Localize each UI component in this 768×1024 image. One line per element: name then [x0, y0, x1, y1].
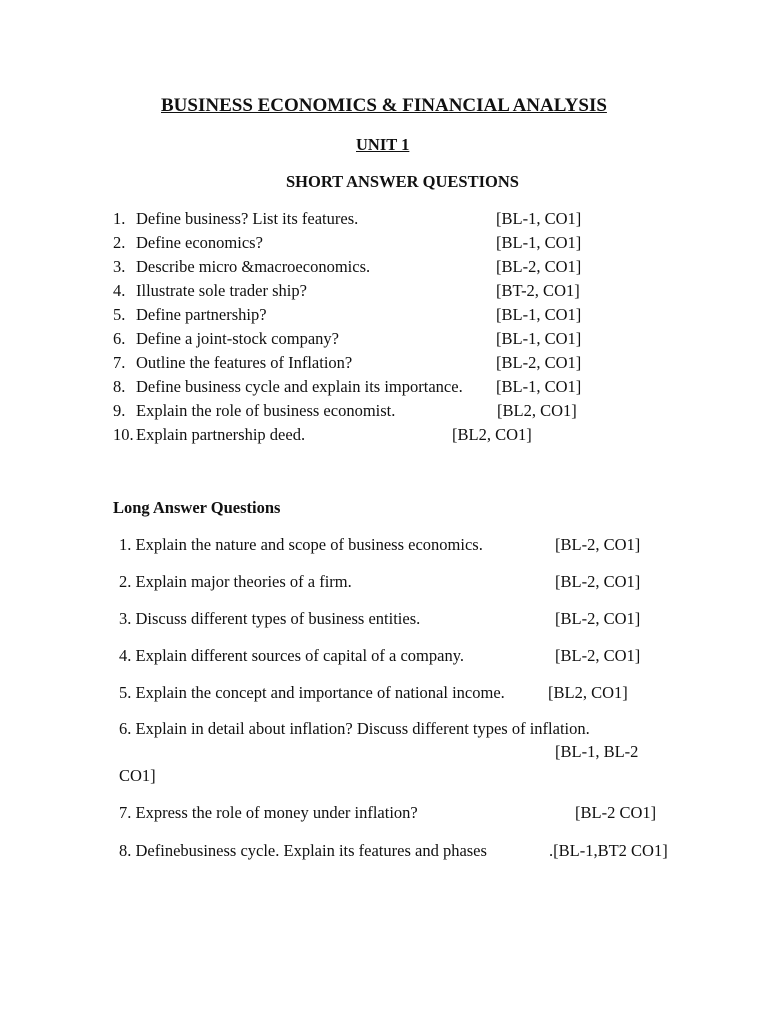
document-title: BUSINESS ECONOMICS & FINANCIAL ANALYSIS	[161, 95, 607, 116]
short-q9-number: 9.	[113, 401, 126, 420]
long-q7-tag: [BL-2 CO1]	[575, 803, 657, 822]
short-q6-number: 6.	[113, 329, 126, 348]
short-q10-text: Explain partnership deed.	[136, 425, 306, 444]
short-q6-text: Define a joint-stock company?	[136, 329, 339, 348]
long-q8-text: 8. Definebusiness cycle. Explain its features and phases	[119, 841, 487, 860]
long-q2-text: 2. Explain major theories of a firm.	[119, 572, 352, 591]
long-q2-tag: [BL-2, CO1]	[555, 572, 641, 591]
short-q8-text: Define business cycle and explain its importance.	[136, 377, 463, 396]
short-q6-tag: [BL-1, CO1]	[496, 329, 582, 348]
long-answer-heading: Long Answer Questions	[113, 498, 281, 517]
long-q1-tag: [BL-2, CO1]	[555, 535, 641, 554]
long-q3-tag: [BL-2, CO1]	[555, 609, 641, 628]
long-q8-tag: .[BL-1,BT2 CO1]	[549, 841, 668, 860]
short-q2-number: 2.	[113, 233, 126, 252]
long-q1-text: 1. Explain the nature and scope of business economics.	[119, 535, 483, 554]
short-answer-heading: SHORT ANSWER QUESTIONS	[286, 172, 519, 191]
short-q8-tag: [BL-1, CO1]	[496, 377, 582, 396]
short-q7-number: 7.	[113, 353, 126, 372]
short-q7-tag: [BL-2, CO1]	[496, 353, 582, 372]
short-q3-number: 3.	[113, 257, 126, 276]
short-q9-text: Explain the role of business economist.	[136, 401, 396, 420]
short-q2-text: Define economics?	[136, 233, 263, 252]
short-q4-text: Illustrate sole trader ship?	[136, 281, 307, 300]
short-q10-tag: [BL2, CO1]	[452, 425, 532, 444]
short-q1-text: Define business? List its features.	[136, 209, 359, 228]
long-q5-tag: [BL2, CO1]	[548, 683, 628, 702]
long-q3-text: 3. Discuss different types of business entities.	[119, 609, 421, 628]
long-q6-text: 6. Explain in detail about inflation? Discuss different types of inflation.	[119, 719, 590, 738]
short-q7-text: Outline the features of Inflation?	[136, 353, 353, 372]
long-q5-text: 5. Explain the concept and importance of national income.	[119, 683, 505, 702]
short-q10-number: 10.	[113, 425, 134, 444]
short-q9-tag: [BL2, CO1]	[497, 401, 577, 420]
unit-heading: UNIT 1	[356, 135, 410, 154]
long-q4-tag: [BL-2, CO1]	[555, 646, 641, 665]
short-q4-number: 4.	[113, 281, 126, 300]
short-q5-text: Define partnership?	[136, 305, 267, 324]
short-q3-tag: [BL-2, CO1]	[496, 257, 582, 276]
long-q7-text: 7. Express the role of money under inflation?	[119, 803, 418, 822]
short-q4-tag: [BT-2, CO1]	[496, 281, 580, 300]
long-q4-text: 4. Explain different sources of capital of a company.	[119, 646, 465, 665]
short-q1-tag: [BL-1, CO1]	[496, 209, 582, 228]
short-q1-number: 1.	[113, 209, 126, 228]
short-q2-tag: [BL-1, CO1]	[496, 233, 582, 252]
short-q5-number: 5.	[113, 305, 126, 324]
short-q3-text: Describe micro &macroeconomics.	[136, 257, 371, 276]
long-q6-tag-continued: CO1]	[119, 766, 156, 785]
short-q5-tag: [BL-1, CO1]	[496, 305, 582, 324]
short-q8-number: 8.	[113, 377, 126, 396]
long-q6-tag: [BL-1, BL-2	[555, 742, 639, 761]
